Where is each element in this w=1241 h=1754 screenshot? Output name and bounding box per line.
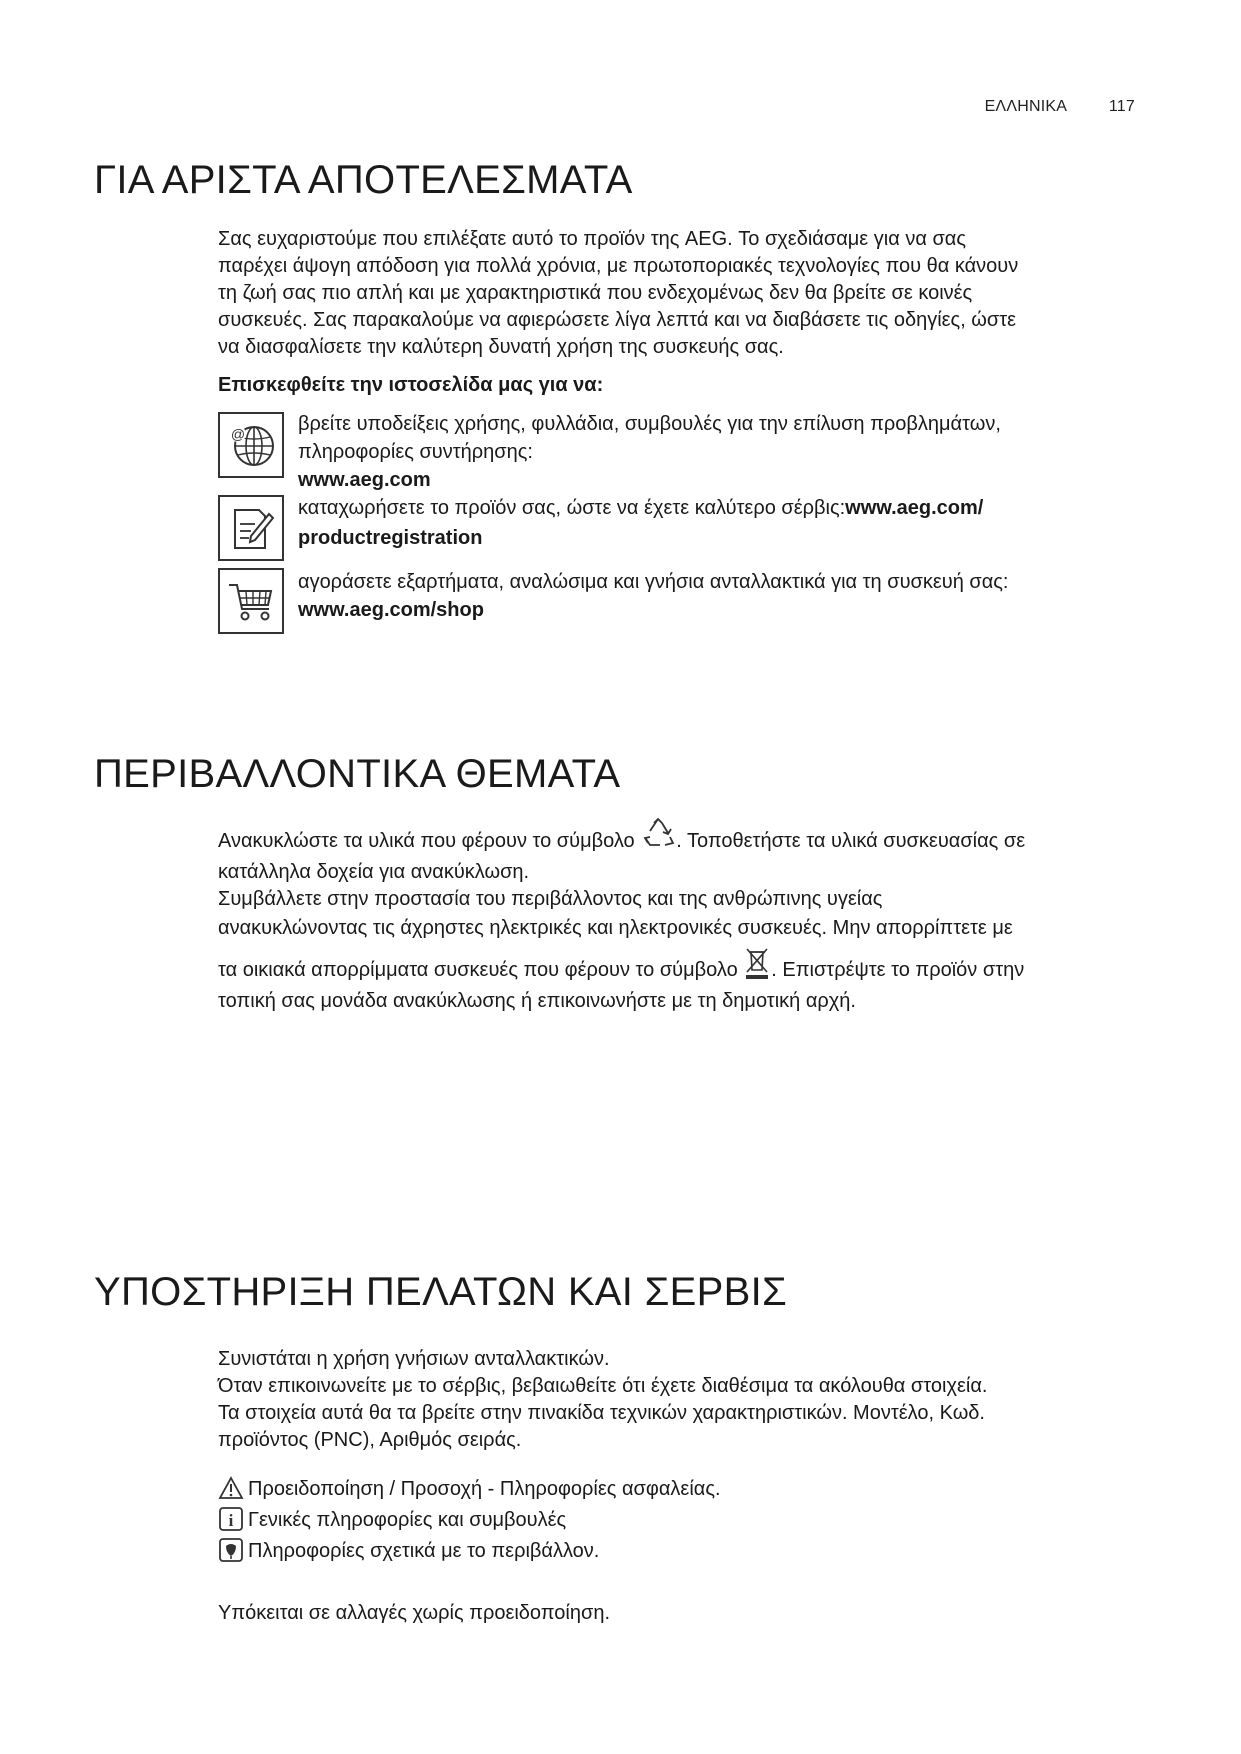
service-paragraph	[218, 1346, 1138, 1454]
intro-line: Σας ευχαριστούμε που επιλέξατε αυτό το προϊόν της AEG. Το σχεδιάσαμε για να σας	[218, 228, 966, 250]
shopping-cart-icon	[218, 568, 284, 634]
service-line: Τα στοιχεία αυτά θα τα βρείτε στην πινακίδα τεχνικών χαρακτηριστικών. Μοντέλο, Κωδ.	[218, 1402, 985, 1424]
svg-text:@: @	[230, 426, 246, 442]
page-number: 117	[1108, 98, 1135, 115]
env-line: ανακυκλώνοντας τις άχρηστες ηλεκτρικές και ηλεκτρονικές συσκευές. Μην απορρίπτετε με	[218, 917, 1013, 939]
env-line: Ανακυκλώστε τα υλικά που φέρουν το σύμβολο	[218, 830, 635, 852]
aeg-website-link[interactable]: www.aeg.com	[298, 469, 431, 491]
intro-line: τη ζωή σας πιο απλή και με χαρακτηριστικά που ενδεχομένως δεν θα βρείτε σε κοινές	[218, 282, 973, 304]
env-line: τα οικιακά απορρίμματα συσκευές που φέρουν το σύμβολο	[218, 959, 738, 981]
language-label: ΕΛΛΗΝΙΚΑ	[984, 98, 1067, 115]
section-title-best-results: ΓΙΑ ΑΡΙΣΤΑ ΑΠΟΤΕΛΕΣΜΑΤΑ	[94, 158, 633, 202]
env-line: Συμβάλλετε στην προστασία του περιβάλλοντος και της ανθρώπινης υγείας	[218, 888, 883, 910]
legend-text: Γενικές πληροφορίες και συμβουλές	[248, 1509, 567, 1531]
symbol-legend	[218, 1474, 721, 1567]
environment-paragraph	[218, 828, 1138, 1015]
list-item-text	[298, 494, 1158, 552]
legend-item-environment	[218, 1536, 721, 1567]
registration-link[interactable]: www.aeg.com/	[845, 497, 984, 519]
section-title-customer-service: ΥΠΟΣΤΗΡΙΞΗ ΠΕΛΑΤΩΝ ΚΑΙ ΣΕΡΒΙΣ	[94, 1270, 788, 1314]
env-line: . Επιστρέψτε το προϊόν στην	[771, 959, 1025, 981]
svg-text:i: i	[228, 1511, 234, 1530]
warning-triangle-icon	[218, 1476, 244, 1500]
item-line: αγοράσετε εξαρτήματα, αναλώσιμα και γνήσια ανταλλακτικά για τη συσκευή σας:	[298, 571, 1009, 593]
section-title-environment: ΠΕΡΙΒΑΛΛΟΝΤΙΚΑ ΘΕΜΑΤΑ	[94, 752, 621, 796]
footer-note: Υπόκειται σε αλλαγές χωρίς προειδοποίηση.	[218, 1602, 611, 1624]
shop-link[interactable]: www.aeg.com/shop	[298, 599, 484, 621]
legend-item-info	[218, 1505, 721, 1536]
legend-item-warning	[218, 1474, 721, 1505]
list-item-text	[298, 568, 1158, 624]
page-header	[985, 98, 1135, 116]
list-item-text	[298, 410, 1158, 494]
env-line: κατάλληλα δοχεία για ανακύκλωση.	[218, 861, 530, 883]
intro-line: συσκευές. Σας παρακαλούμε να αφιερώσετε λίγα λεπτά και να διαβάσετε τις οδηγίες, ώστε	[218, 309, 1017, 331]
service-line: Συνιστάται η χρήση γνήσιων ανταλλακτικών.	[218, 1348, 610, 1370]
environment-leaf-icon	[218, 1538, 244, 1562]
crossed-bin-icon	[743, 960, 771, 988]
service-line: προϊόντος (PNC), Αριθμός σειράς.	[218, 1429, 522, 1451]
registration-link-continued[interactable]: productregistration	[298, 527, 483, 549]
intro-paragraph	[218, 226, 1138, 361]
item-line: καταχωρήσετε το προϊόν σας, ώστε να έχετε καλύτερο σέρβις:	[298, 497, 846, 519]
item-line: πληροφορίες συντήρησης:	[298, 441, 533, 463]
item-line: βρείτε υποδείξεις χρήσης, φυλλάδια, συμβουλές για την επίλυση προβλημάτων,	[298, 413, 1001, 435]
registration-pen-icon	[218, 495, 284, 561]
env-line: τοπική σας μονάδα ανακύκλωσης ή επικοινωνήστε με τη δημοτική αρχή.	[218, 990, 856, 1012]
globe-at-icon	[218, 412, 284, 478]
legend-text: Πληροφορίες σχετικά με το περιβάλλον.	[248, 1540, 600, 1562]
intro-line: να διασφαλίσετε την καλύτερη δυνατή χρήση της συσκευής σας.	[218, 336, 784, 358]
legend-text: Προειδοποίηση / Προσοχή - Πληροφορίες ασφαλείας.	[248, 1478, 721, 1500]
info-icon	[218, 1507, 244, 1531]
intro-line: παρέχει άψογη απόδοση για πολλά χρόνια, με πρωτοποριακές τεχνολογίες που θα κάνουν	[218, 255, 1019, 277]
env-line: . Τοποθετήστε τα υλικά συσκευασίας σε	[676, 830, 1026, 852]
visit-heading: Επισκεφθείτε την ιστοσελίδα μας για να:	[218, 374, 604, 396]
recycle-icon	[640, 831, 676, 859]
service-line: Όταν επικοινωνείτε με το σέρβις, βεβαιωθείτε ότι έχετε διαθέσιμα τα ακόλουθα στοιχεία.	[218, 1375, 988, 1397]
